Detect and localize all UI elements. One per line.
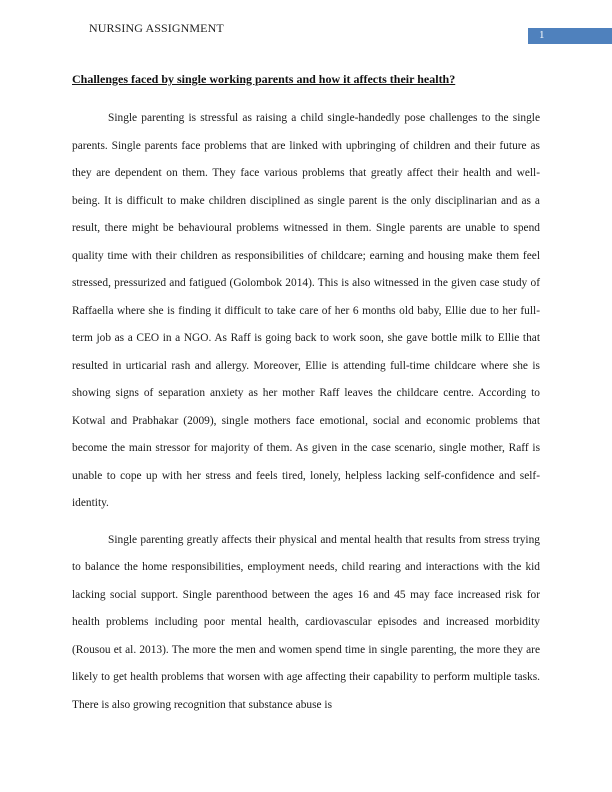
page-number: 1: [539, 29, 545, 41]
document-body: [72, 105, 540, 728]
running-head: NURSING ASSIGNMENT: [89, 21, 224, 35]
page-number-box: [528, 28, 612, 44]
body-paragraph-1: Single parenting is stressful as raising a child single-handedly pose challenges to the single parents. Single parents face problems that are linked with upbringing of children and their future as they are dependent on them. They face various problems that greatly affect their health and well-being. It is difficult to make children disciplined as single parent is the only disciplinarian and as a result, there might be behavioural problems witnessed in them. Single parents are unable to spend quality time with their children as responsibilities of childcare; earning and housing make them feel stressed, pressurized and fatigued (Golombok 2014). This is also witnessed in the given case study of Raffaella where she is finding it difficult to take care of her 6 months old baby, Ellie due to her full-term job as a CEO in a NGO. As Raff is going back to work soon, she gave bottle milk to Ellie that resulted in urticarial rash and allergy. Moreover, Ellie is attending full-time childcare where she is showing signs of separation anxiety as her mother Raff leaves the childcare centre. According to Kotwal and Prabhakar (2009), single mothers face emotional, social and economic problems that become the main stressor for majority of them. As given in the case scenario, single mother, Raff is unable to cope up with her stress and feels tired, lonely, helpless lacking self-confidence and self-identity.: [72, 112, 540, 509]
document-title: Challenges faced by single working parents and how it affects their health?: [72, 72, 456, 86]
body-paragraph-2: Single parenting greatly affects their physical and mental health that results from stress trying to balance the home responsibilities, employment needs, child rearing and interactions with the kid lacking social support. Single parenthood between the ages 16 and 45 may face increased risk for health problems including poor mental health, cardiovascular episodes and increased morbidity (Rousou et al. 2013). The more the men and women spend time in single parenting, the more they are likely to get health problems that worsen with age affecting their capability to perform multiple tasks. There is also growing recognition that substance abuse is: [72, 533, 540, 711]
